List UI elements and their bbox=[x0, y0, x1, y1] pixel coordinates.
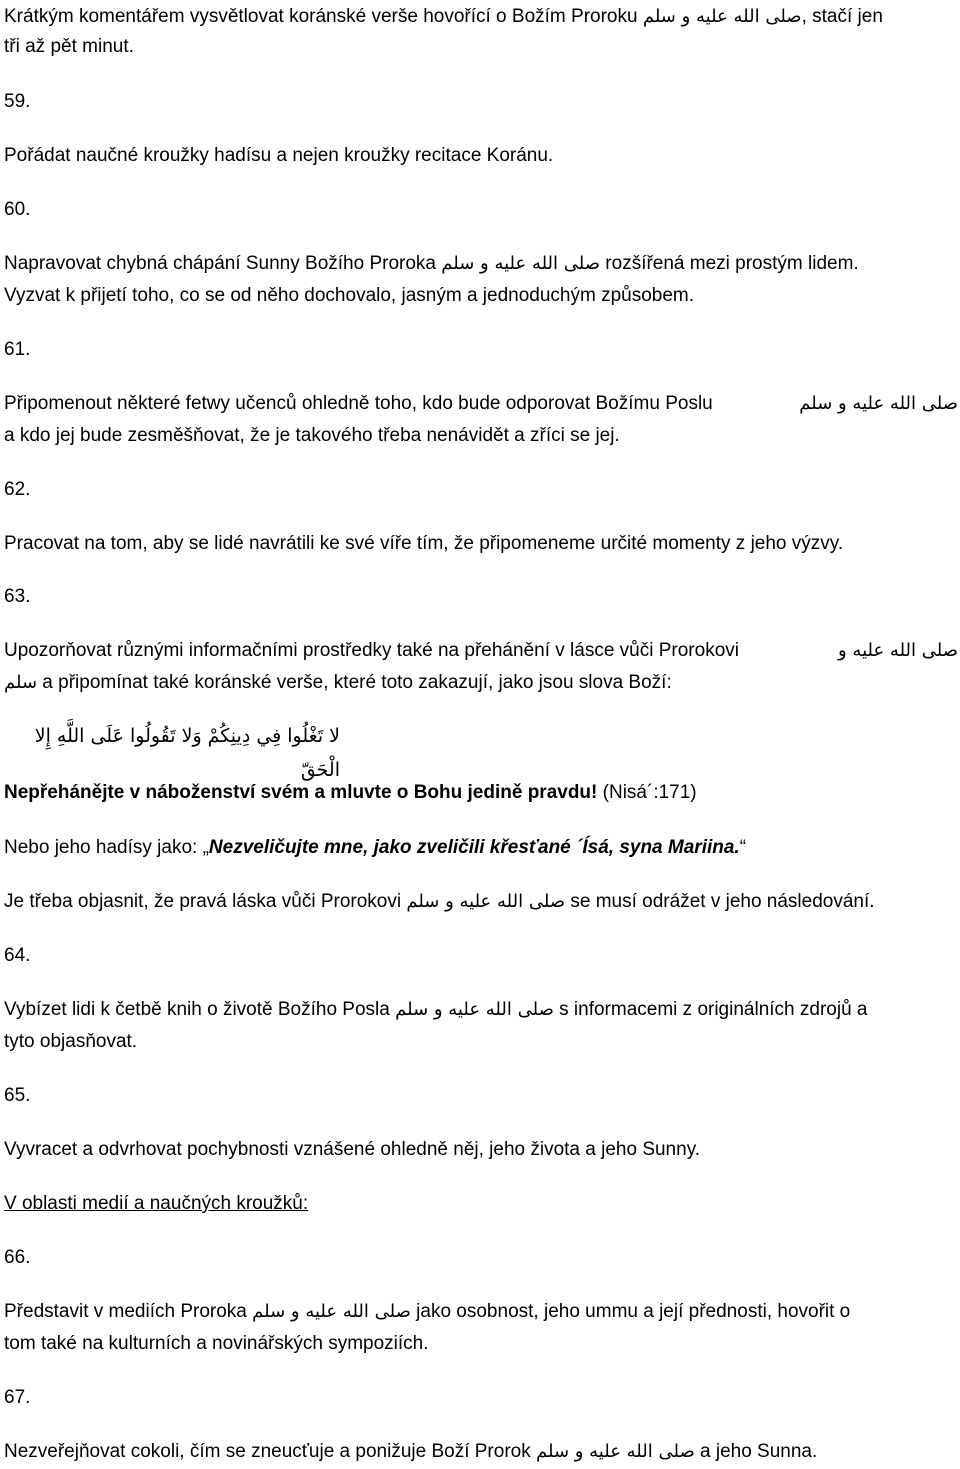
text: Vybízet lidi k četbě knih o životě Božího Posla bbox=[4, 999, 396, 1020]
arabic-salawat: صلى الله عليه و سلم bbox=[395, 999, 554, 1020]
intro-line-2: tři až pět minut. bbox=[4, 36, 134, 57]
text: Představit v mediích Proroka bbox=[4, 1301, 253, 1322]
item-text-63-line-2 bbox=[4, 666, 958, 700]
arabic-salawat: صلى الله عليه و سلم bbox=[799, 393, 958, 414]
item-text-66-line-2: tom také na kulturních a novinářských sympoziích. bbox=[4, 1333, 429, 1354]
text: “ bbox=[739, 837, 747, 858]
item-number-63: 63. bbox=[4, 586, 31, 607]
item-number-65: 65. bbox=[4, 1085, 31, 1106]
arabic-salawat: صلى الله عليه و سلم bbox=[642, 6, 802, 27]
text: rozšířená mezi prostým lidem. bbox=[600, 253, 859, 274]
item-text-60 bbox=[4, 247, 958, 281]
text: jako osobnost, jeho ummu a její přednosti, hovořit o bbox=[410, 1301, 851, 1322]
verse-translation bbox=[4, 776, 958, 810]
arabic-salawat: صلى الله عليه و سلم bbox=[441, 253, 601, 274]
item-number-66: 66. bbox=[4, 1247, 31, 1268]
item-number-67: 67. bbox=[4, 1387, 31, 1408]
text: Nebo jeho hadísy jako: „ bbox=[4, 837, 209, 858]
text: Nezveřejňovat cokoli, čím se zneucťuje a ponižuje Boží Prorok bbox=[4, 1441, 536, 1462]
intro-line bbox=[4, 0, 958, 34]
text: Upozorňovat různými informačními prostředky také na přehánění v lásce vůči Prorokovi bbox=[4, 640, 739, 661]
item-text-63 bbox=[4, 634, 958, 668]
item-text-64 bbox=[4, 993, 958, 1027]
arabic-salawat: صلى الله عليه و سلم bbox=[406, 891, 566, 912]
hadith-line bbox=[4, 831, 958, 865]
item-text-66 bbox=[4, 1295, 958, 1329]
arabic-salawat: صلى الله عليه و سلم bbox=[252, 1301, 411, 1322]
item-text-62: Pracovat na tom, aby se lidé navrátili ke své víře tím, že připomeneme určité momenty z jeho výzvy. bbox=[4, 533, 844, 554]
item-text-61-line-2: a kdo jej bude zesměšňovat, že je takového třeba nenávidět a zříci se jej. bbox=[4, 425, 620, 446]
text: a připomínat také koránské verše, které toto zakazují, jako jsou slova Boží: bbox=[37, 672, 672, 693]
item-number-62: 62. bbox=[4, 479, 31, 500]
item-text-64-line-2: tyto objasňovat. bbox=[4, 1031, 138, 1052]
verse-reference: (Nisá´:171) bbox=[597, 782, 697, 803]
text: Je třeba objasnit, že pravá láska vůči Prorokovi bbox=[4, 891, 407, 912]
item-text-60-line-2: Vyzvat k přijetí toho, co se od něho dochovalo, jasným a jednoduchým způsobem. bbox=[4, 285, 695, 306]
item-number-59: 59. bbox=[4, 91, 31, 112]
item-text-61 bbox=[4, 387, 958, 421]
arabic-salawat: صلى الله عليه و سلم bbox=[536, 1441, 695, 1462]
text: Krátkým komentářem vysvětlovat koránské verše hovořící o Božím Proroku bbox=[4, 6, 643, 27]
bold-translation: Nepřehánějte v náboženství svém a mluvte o Bohu jedině pravdu! bbox=[4, 782, 598, 803]
quran-verse: لا تَغْلُوا فِي دِينِكُمْ وَلا تَقُولُوا عَلَى اللَّهِ إِلا الْحَقّ bbox=[34, 725, 340, 781]
text: Napravovat chybná chápání Sunny Božího Proroka bbox=[4, 253, 442, 274]
text: Připomenout některé fetwy učenců ohledně toho, kdo bude odporovat Božímu Poslu bbox=[4, 393, 713, 414]
arabic-salawat: صلى الله عليه و bbox=[838, 640, 958, 661]
arabic-salawat: سلم bbox=[4, 672, 38, 693]
text: , stačí jen bbox=[801, 6, 883, 27]
item-text-65: Vyvracet a odvrhovat pochybnosti vznášené ohledně něj, jeho života a jeho Sunny. bbox=[4, 1139, 701, 1160]
item-number-60: 60. bbox=[4, 199, 31, 220]
text: s informacemi z originálních zdrojů a bbox=[553, 999, 868, 1020]
item-number-64: 64. bbox=[4, 945, 31, 966]
section-heading: V oblasti medií a naučných kroužků: bbox=[4, 1193, 309, 1214]
item-number-61: 61. bbox=[4, 339, 31, 360]
item-text-67 bbox=[4, 1435, 958, 1469]
text: se musí odrážet v jeho následování. bbox=[565, 891, 875, 912]
item-text-59: Pořádat naučné kroužky hadísu a nejen kroužky recitace Koránu. bbox=[4, 145, 554, 166]
text: a jeho Sunna. bbox=[694, 1441, 818, 1462]
hadith-quote: Nezveličujte mne, jako zveličili křesťané ´Ísá, syna Mariina. bbox=[208, 837, 740, 858]
love-line bbox=[4, 885, 958, 919]
